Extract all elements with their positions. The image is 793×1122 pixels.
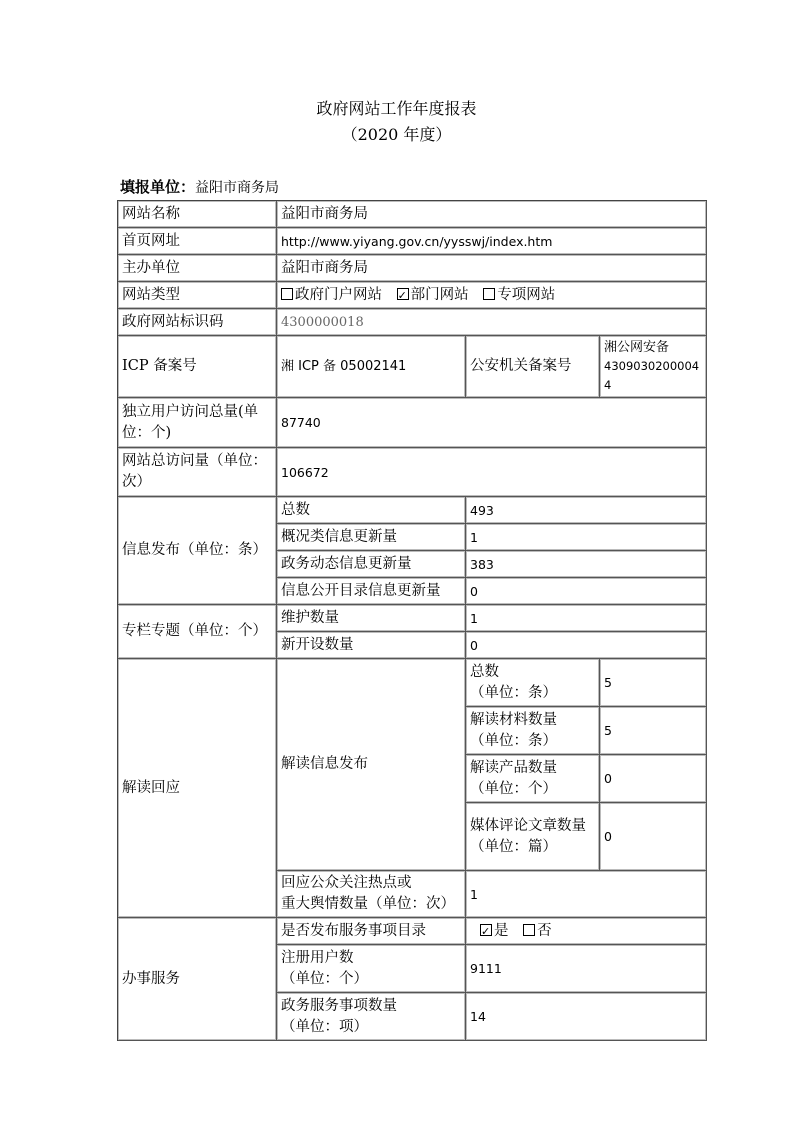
filing-unit: [120, 176, 279, 197]
site-name-value: 益阳市商务局: [277, 201, 707, 228]
police-record-value: 湘公网安备 43090302000044: [600, 336, 707, 398]
checkbox-icon: [281, 288, 293, 300]
info-item-label: 信息公开目录信息更新量: [277, 578, 466, 605]
interp-item-label: 解读产品数量 （单位：个）: [466, 755, 600, 803]
site-type-option-portal[interactable]: 政府门户网站: [281, 287, 382, 303]
icp-value: 湘 ICP 备 05002141: [277, 336, 466, 398]
info-item-label: 总数: [277, 497, 466, 524]
checkbox-icon: [483, 288, 495, 300]
interpretation-sub-label: 解读信息发布: [277, 659, 466, 871]
row-homepage: [118, 228, 707, 255]
services-items-label: 政务服务事项数量 （单位：项）: [277, 993, 466, 1041]
checkbox-icon: [480, 924, 492, 936]
gov-id-value: 4300000018: [277, 309, 707, 336]
total-visits-label: 网站总访问量（单位：次）: [118, 448, 277, 497]
interp-item-value: 0: [600, 803, 707, 871]
unique-visitors-value: 87740: [277, 398, 707, 448]
row-site-name: [118, 201, 707, 228]
icp-label: ICP 备案号: [118, 336, 277, 398]
columns-item-label: 维护数量: [277, 605, 466, 632]
row-services: [118, 918, 707, 945]
interp-response-value: 1: [466, 871, 707, 918]
services-users-value: 9111: [466, 945, 707, 993]
checkbox-icon: [523, 924, 535, 936]
services-items-value: 14: [466, 993, 707, 1041]
interp-item-label: 总数 （单位：条）: [466, 659, 600, 707]
services-catalog-options: [466, 918, 707, 945]
columns-item-value: 1: [466, 605, 707, 632]
gov-id-label: 政府网站标识码: [118, 309, 277, 336]
report-subtitle: （2020 年度）: [341, 125, 452, 144]
services-label: 办事服务: [118, 918, 277, 1041]
filing-unit-value: 益阳市商务局: [195, 180, 280, 196]
columns-item-label: 新开设数量: [277, 632, 466, 659]
catalog-option-no[interactable]: 否: [523, 923, 552, 939]
police-record-label: 公安机关备案号: [466, 336, 600, 398]
row-site-type: [118, 282, 707, 309]
info-release-label: 信息发布（单位：条）: [118, 497, 277, 605]
services-catalog-label: 是否发布服务事项目录: [277, 918, 466, 945]
report-title: 政府网站工作年度报表: [316, 99, 477, 118]
row-interpretation: [118, 659, 707, 707]
info-item-value: 1: [466, 524, 707, 551]
interp-item-value: 0: [600, 755, 707, 803]
info-item-value: 493: [466, 497, 707, 524]
row-icp: [118, 336, 707, 398]
row-sponsor: [118, 255, 707, 282]
site-type-label: 网站类型: [118, 282, 277, 309]
row-info-release: [118, 497, 707, 524]
filing-unit-label: 填报单位：: [120, 178, 196, 196]
site-type-option-department[interactable]: ✓ 部门网站: [397, 287, 469, 303]
services-users-label: 注册用户数 （单位：个）: [277, 945, 466, 993]
sponsor-label: 主办单位: [118, 255, 277, 282]
interp-item-value: 5: [600, 707, 707, 755]
homepage-label: 首页网址: [118, 228, 277, 255]
row-unique-visitors: [118, 398, 707, 448]
unique-visitors-label: 独立用户访问总量(单位：个): [118, 398, 277, 448]
info-item-label: 政务动态信息更新量: [277, 551, 466, 578]
site-type-options: [277, 282, 707, 309]
report-table: [117, 200, 707, 1041]
total-visits-value: 106672: [277, 448, 707, 497]
catalog-option-yes[interactable]: ✓ 是: [480, 923, 509, 939]
interp-item-label: 媒体评论文章数量 （单位：篇）: [466, 803, 600, 871]
sponsor-value: 益阳市商务局: [277, 255, 707, 282]
columns-item-value: 0: [466, 632, 707, 659]
interp-item-value: 5: [600, 659, 707, 707]
interp-response-label: 回应公众关注热点或 重大舆情数量（单位：次）: [277, 871, 466, 918]
columns-label: 专栏专题（单位：个）: [118, 605, 277, 659]
checkbox-icon: [397, 288, 409, 300]
site-type-option-special[interactable]: 专项网站: [483, 287, 555, 303]
row-columns: [118, 605, 707, 632]
interpretation-label: 解读回应: [118, 659, 277, 918]
homepage-value: http://www.yiyang.gov.cn/yysswj/index.htm: [277, 228, 707, 255]
site-name-label: 网站名称: [118, 201, 277, 228]
row-total-visits: [118, 448, 707, 497]
row-gov-id: [118, 309, 707, 336]
info-item-label: 概况类信息更新量: [277, 524, 466, 551]
interp-item-label: 解读材料数量 （单位：条）: [466, 707, 600, 755]
info-item-value: 0: [466, 578, 707, 605]
info-item-value: 383: [466, 551, 707, 578]
